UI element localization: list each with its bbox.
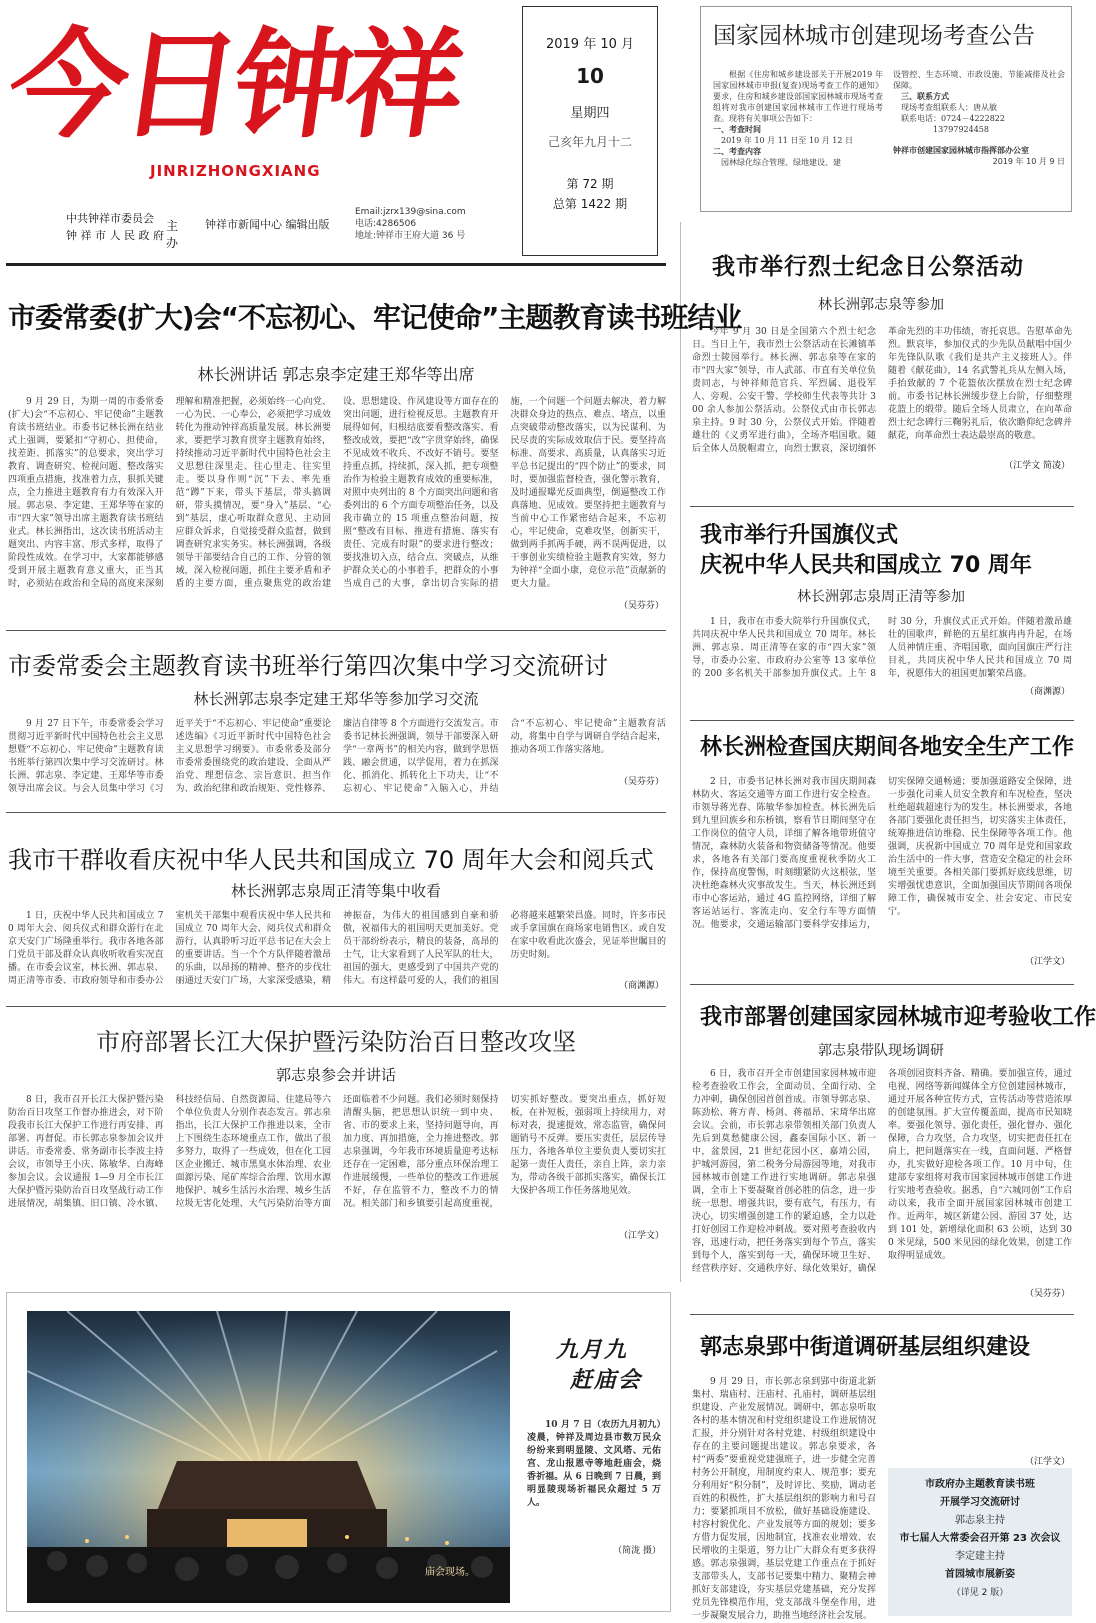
notice-col-left	[713, 69, 883, 207]
notice-tel: 联系电话：0724－4222822	[901, 114, 1005, 123]
zhuban-label: 主办	[166, 219, 179, 250]
a3-credit: （商渊源）	[618, 981, 664, 991]
contact-phone: 电话:4286506	[355, 219, 417, 229]
issue-number: 第 72 期	[566, 177, 614, 191]
photo-credit: （简泷 摄）	[613, 1546, 661, 1556]
date-box	[522, 6, 658, 256]
masthead-pinyin: JINRIZHONGXIANG	[150, 162, 321, 180]
photo-title-line1: 九月九	[555, 1337, 628, 1363]
notice-body-b: 设管控、生态环境、市政设施、节能减排及社会保障。	[893, 70, 1065, 90]
photo-stamp: 庙会现场。	[425, 1567, 475, 1578]
a1-body	[8, 396, 666, 622]
divider-top	[6, 263, 666, 266]
b1-title: 我市举行烈士纪念日公祭活动	[712, 254, 1024, 280]
notice-date: 2019 年 10 月 9 日	[992, 157, 1065, 166]
teaser-line5: 李定建主持	[955, 1551, 1005, 1562]
photo-caption-text: 10 月 7 日（农历九月初九）凌晨，钟祥及周边县市数万民众纷纷来到明显陵、文风塔、元佑宫、龙山报恩寺等地赶庙会，烧香祈福。从 6 日晚到 7 日晨，到明显陵现场祈福民众超过 5 万人。	[527, 1420, 661, 1508]
b2-title-line2: 庆祝中华人民共和国成立 70 周年	[700, 553, 1032, 578]
date-lunar: 己亥年九月十二	[547, 135, 632, 149]
org-party: 中共钟祥市委员会	[66, 212, 154, 225]
notice-box	[700, 6, 1072, 212]
column-divider	[680, 222, 681, 1282]
b2-subtitle: 林长洲郭志泉周正清等参加	[797, 589, 965, 605]
publisher-orgs	[66, 210, 179, 250]
b1-credit: （江学文 简凌）	[1004, 461, 1070, 471]
contact-info	[355, 206, 466, 242]
b4-title: 我市部署创建国家园林城市迎考验收工作	[700, 1005, 1096, 1030]
b1-body-text: 今年 9 月 30 日是全国第六个烈士纪念日。当日上午，我市烈士公祭活动在长滩镇革命烈士陵园举行。林长洲、郭志泉等在家的市“四大家”领导，市人武部、市直有关单位负责同志，与钟祥师范官兵、军烈属、退役军人、旁观、公安干警、学校师生代表等共计 300 余人参加公祭活动。公祭仪式由市长郭志泉主持。9 时 30 分，公祭仪式开始。伴随着雄壮的《义勇军进行曲》，全场齐唱国歌。随后全体人员脱帽肃立，向烈士默哀，深切缅怀革命先烈的丰功伟绩，寄托哀思。告慰革命先烈。默哀毕，参加仪式的少先队员献唱中国少年先锋队队歌《我们是共产主义接班人》。伴随着《献花曲》，14 名武警礼兵从左侧入场，手抬致献的 7 个花篮依次摆放在烈士纪念碑前。市委书记林长洲缓步登上台阶，仔细整理花篮上的缎带。随后全场人员肃立，在向革命烈士纪念碑行三鞠躬礼后，依次瞻仰纪念碑并献花，向革命烈士表达最崇高的敬意。	[692, 327, 1072, 454]
divider-b3	[690, 984, 1074, 985]
publisher-label: 钟祥市新闻中心 编辑出版	[205, 218, 330, 231]
a3-body-text: 1 日，庆祝中华人民共和国成立 70 周年大会、阅兵仪式和群众游行在北京天安门广场隆重举行。我市各地各部门党员干部及群众认真收听收看实况直播。在市委会议室，林长洲、郭志泉、周正清等市委、市政府领导和市委办公室机关干部集中观看庆祝中华人民共和国成立 70 周年大会、阅兵仪式和群众游行，认真聆听习近平总书记在大会上的重要讲话。当一个个方队伴随着激昂的乐曲，以昂扬的精神、整齐的步伐壮丽通过天安门广场，大家深受感染，精神振奋，为伟大的祖国感到自豪和骄傲，祝福伟大的祖国明天更加美好。党员干部纷纷表示，精良的装备，高昂的士气，让大家看到了人民军队的壮大，祖国的强大，更感受到了中国共产党的伟大。有这样最可爱的人，我们的祖国必将越来越繁荣昌盛。同时，许多市民或手拿国旗在商场家电销售区、或自发在家中收看此次盛会，见证举世瞩目的历史时刻。	[8, 911, 666, 986]
notice-title: 国家园林城市创建现场考查公告	[713, 23, 1035, 49]
b3-body-text: 2 日，市委书记林长洲对我市国庆期间森林防火、客运交通等方面工作进行安全检查。市领导蒋光春、陈敏华参加检查。林长洲先后到九里回族乡和东桥镇，察看节日期间坚守在工作岗位的值守人员，详细了解各地带班值守情况，森林防火装备和物资储备等情况。他要求，各地各有关部门要高度重视秋季防火工作，保持高度警惕，时刻绷紧防火这根弦，坚决杜绝森林火灾事故发生。当天，林长洲还到市中心客运站，通过 4G 监控网络，详细了解客运站运行、客流走向、安全行车等方面情况。他要求，交通运输部门要科学安排运力，切实保障交通畅通；要加强道路安全保障，进一步强化司乘人员安全教育和车况检查，坚决杜绝超载超速行为的发生。林长洲要求，各地各部门要强化责任担当，切实落实主体责任，统筹推进信访维稳、民生保障等各项工作。他强调，庆祝新中国成立 70 周年是党和国家政治生活中的一件大事，营造安全稳定的社会环境至关重要。各相关部门要抓好底线思维，切实增强忧患意识，全面加强国庆节期间各项保障工作，确保城市安全、社会安定、市民安宁。	[692, 777, 1072, 930]
date-year-month: 2019 年 10 月	[545, 37, 635, 52]
divider-a1	[6, 630, 666, 631]
contact-email: Email:jzrx139@sina.com	[355, 207, 466, 217]
notice-tel2: 13797924458	[933, 125, 989, 134]
b1-subtitle: 林长洲郭志泉等参加	[818, 297, 944, 313]
temple-fair-image	[27, 1311, 510, 1603]
b5-credit: （江学文）	[1024, 1457, 1070, 1467]
a1-title: 市委常委(扩大)会“不忘初心、牢记使命”主题教育读书班结业	[8, 301, 742, 334]
photo-title	[537, 1335, 647, 1395]
a1-subtitle: 林长洲讲话 郭志泉李定建王郑华等出席	[197, 365, 475, 384]
divider-a2	[6, 812, 666, 813]
b4-body-text: 6 日，我市召开全市创建国家园林城市迎检考查验收工作会，全面动员、全面行动、全力冲刺，确保创园首创首成。市领导郭志泉、陈劲松、蒋方青、杨剑、蒋福昂、宋琦华出席会议。会前，市长郭志泉带领相关部门负责人先后到莫愁健康公园，鑫泰国际小区、新一中，盆景园，21 世纪花园小区，嘉靖公园，护城河游园，第二税务分局游园等地，对我市园林城市创建工作进行实地调研。郭志泉强调，全市上下要凝聚首创必胜的信念，进一步统一思想、增强共识，要有底气，有压力，有决心，切实增强创建工作的紧迫感，全力以赴打好创园工作迎检冲刺战。要对照考查验收内容，迅速行动，把任务落实到每个节点，落实到每个人，落实到每一天，确保环境卫生好、经营秩序好、交通秩序好、绿化效果好，确保各项创园资料齐备、精确。要加强宣传，通过电视、网络等新闻媒体全方位创建园林城市，通过开展各种宣传方式，宣传活动等营造浓厚的创建氛围。扩大宣传覆盖面，提高市民知晓率。要强化领导、强化责任，强化督办、强化保障，合力攻坚，合力攻坚，切实把责任扛在肩上，把问题落实在一线，直面问题、严格督办，扎实做好迎检各项工作。10 月中旬，住建部专家组将对我市国家园林城市创建工作进行实地考查验收。据悉，自“六城同创”工作启动以来，我市全面开展国家园林城市创建工作。近两年，城区新建公园、游园 37 处，达到 101 处，新增绿化面积 63 公顷，达到 300 米见绿，500 米见园的绿化效果，创建工作取得明显成效。	[692, 1069, 1072, 1274]
teaser-line3: 郭志泉主持	[955, 1515, 1005, 1526]
photo-title-line2: 赶庙会	[569, 1367, 642, 1393]
notice-s1: 一、考查时间	[713, 124, 761, 134]
a4-body-text: 8 日，我市召开长江大保护暨污染防治百日攻坚工作督办推进会，对下阶段我市长江大保护工作进行再安排、再部署、再督促。市长郭志泉参加会议并讲话。市委常委、常务副市长李波主持会议，市领导王小庆、陈敏华、白海峰参加会议。会议通报 1—9 月全市长江大保护暨污染防治百日攻坚战行动工作进展情况，胡集镇、旧口镇、冷水镇、科技经信局、自然资源局、住建局等六个单位负责人分别作表态发言。郭志泉指出，长江大保护工作推进以来，全市上下围绕生态环境重点工作，做出了很多努力，取得了一些成效，但在化工园区企业搬迁、城市黑臭水体治理、农业面源污染、尾矿库综合治理、饮用水源地保护、城乡生活污水治理、城乡生活垃圾无害化处理、大气污染防治等方面还面临着不少问题。我们必须时刻保持清醒头脑，把思想认识统一到中央、省、市的要求上来，坚持问题导向，再加力度、再加措施，全力推进整改。郭志泉强调，今年我市环境质量迎考达标还存在一定困难，部分重点环保治理工作进展缓慢，一些单位的整改工作进展不好，存在监管不力，整改不力的情况。相关部门和乡镇要引起高度重视，切实抓好整改。要突出重点，抓好短板，在补短板，强弱项上持续用力，对标对表，提速提效，常态监管，确保问题销号不反弹。要压实责任，层层传导压力，各地各单位主要负责人要切实扛起第一责任人责任，亲自上阵，亲力亲为，带动各级干部抓实落实，确保长江大保护各项工作任务落地见效。	[8, 1095, 666, 1209]
divider-a3	[6, 1006, 666, 1007]
a2-subtitle: 林长洲郭志泉李定建王郑华等参加学习交流	[193, 690, 479, 708]
b3-credit: （江学文）	[1024, 957, 1070, 967]
photo-feature	[6, 1292, 671, 1612]
b4-subtitle: 郭志泉带队现场调研	[818, 1043, 944, 1059]
a4-credit: （江学文）	[618, 1231, 664, 1241]
divider-b2	[690, 720, 1074, 721]
b3-title: 林长洲检查国庆期间各地安全生产工作	[700, 735, 1075, 760]
b4-credit: （吴芬芬）	[1024, 1289, 1070, 1299]
notice-body-a: 根据《住房和城乡建设部关于开展2019 年国家园林城市申报(复查)现场考查工作的通知》要求，住房和城乡建设部国家园林城市现场考查组将对我市创建国家园林城市工作进行现场考查。现将有关事项公告如下：	[713, 70, 883, 123]
notice-col-right	[893, 69, 1065, 207]
a2-credit: （吴芬芬）	[618, 777, 664, 787]
a2-body-text: 9 月 27 日下午，市委常委会学习贯彻习近平新时代中国特色社会主义思想暨“不忘初心、牢记使命”主题教育读书班举行第四次集中学习交流研讨。林长洲、郭志泉、李定建、王郑华等市委领导出席会议。与会人员集中学习《习近平关于“不忘初心、牢记使命”重要论述选编》《习近平新时代中国特色社会主义思想学习纲要》。市委常委及部分市委常委围绕党的政治建设、全面从严治党、理想信念、宗旨意识、担当作为、政治纪律和政治规矩、党性修养、廉洁自律等 8 个方面进行交流发言。市委书记林长洲强调，领导干部要深入研学“一章两书”的相关内容，做到学思悟践、融会贯通，以学促用，着力在抓深化、抓消化、抓转化上下功夫，让“不忘初心、牢记使命”入脑入心，并结合“不忘初心、牢记使命”主题教育活动，将集中自学与调研自学结合起来，推动各项工作落实落地。	[8, 719, 666, 794]
b5-body-left	[692, 1376, 876, 1621]
date-weekday: 星期四	[570, 106, 610, 121]
b4-body	[692, 1068, 1072, 1294]
b5-body-text: 9 月 29 日，市长郭志泉到郢中街道北新集村、瑞庙村、汪庙村、孔庙村，调研基层组织建设、产业发展情况。调研中，郭志泉听取各村的基本情况和村党组织建设工作进展情况汇报，并分别针对各村党建、村级组织建设中存在的主要问题提出建议。郭志泉要求，各村“两委”要重视党建强班子，进一步健全完善村务公开制度，用制度约束人、规范事；要充分利用好“积分制”，及时评比、奖励，调动老百姓的积极性，扩大基层组织的影响力和号召力；要紧抓项目不放松，做好基础设施建设、村容村貌优化、产业发展等方面的规划；要多方借力促发展，因地制宜，找准农业增效、农民增收的主渠道，努力让广大群众有更多获得感。郭志泉强调，基层党建工作重点在于抓好支部带头人，支部书记要集中精力、聚精会神抓好支部建设，夯实基层党建基础，充分发挥党员先锋模范作用，党支部战斗堡垒作用，进一步凝聚发展合力，助推当地经济社会发展。	[692, 1377, 876, 1621]
notice-contact: 现场考查组联系人：唐从敏	[901, 103, 997, 112]
notice-s2-text: 园林绿化综合管理、绿地建设、建	[721, 158, 841, 167]
notice-s1-text: 2019 年 10 月 11 日至 10 月 12 日	[721, 136, 853, 145]
a2-body	[8, 718, 666, 808]
b3-body	[692, 776, 1072, 962]
b5-title: 郭志泉郢中街道调研基层组织建设	[700, 1335, 1031, 1360]
notice-s2: 二、考查内容	[713, 146, 761, 156]
contact-address: 地址:钟祥市王府大道 36 号	[355, 231, 466, 241]
org-government: 钟 祥 市 人 民 政 府	[66, 229, 164, 242]
a4-body	[8, 1094, 666, 1280]
b2-title-line1: 我市举行升国旗仪式	[700, 523, 899, 548]
masthead-title: 今日钟祥	[0, 15, 468, 154]
b2-credit: （商渊源）	[1024, 687, 1070, 697]
a3-title: 我市干群收看庆祝中华人民共和国成立 70 周年大会和阅兵式	[8, 846, 654, 874]
a4-subtitle: 郭志泉参会并讲话	[275, 1066, 396, 1084]
date-day: 10	[576, 64, 604, 88]
teaser-line2: 开展学习交流研讨	[940, 1497, 1020, 1508]
divider-b1	[690, 506, 1074, 507]
b1-body	[692, 326, 1072, 466]
temple-fair-photo	[27, 1311, 510, 1603]
a4-title: 市府部署长江大保护暨污染防治百日整改攻坚	[96, 1028, 576, 1056]
teaser-line1: 市政府办主题教育读书班	[925, 1479, 1035, 1490]
divider-b4	[690, 1314, 1074, 1315]
b2-body-text: 1 日，我市在市委大院举行升国旗仪式，共同庆祝中华人民共和国成立 70 周年。林长洲、郭志泉、周正清等在家的市“四大家”领导，市委办公室、市政府办公室等 13 家单位的 200 多名机关干部参加升旗仪式。上午 8 时 30 分，升旗仪式正式开始。伴随着激昂雄壮的国歌声，鲜艳的五星红旗冉冉升起，在场人员神情庄重、齐唱国歌，面向国旗庄严行注目礼，共同庆祝中华人民共和国成立 70 周年，祝愿伟大的祖国更加繁荣昌盛。	[692, 617, 1072, 679]
a1-body-text: 9 月 29 日，为期一周的市委常委(扩大)会“不忘初心、牢记使命”主题教育读书班结业。市委书记林长洲在结业式上强调，要紧扣“守初心、担使命，找差距、抓落实”的总要求，突出学习教育、调查研究、检视问题、整改落实四项重点措施，找准着力点，狠抓关键点，全力推进主题教育有力有效深入开展。郭志泉、李定建、王郑华等在家的市“四大家”领导出席主题教育读书班结业式。林长洲指出，这次读书班活动主题突出、内容丰富、形式多样，取得了阶段性成效。在学习中，大家都能够感受到开展主题教育意义重大，正当其时，必须站在政治和全局的高度来深刻理解和精准把握，必须始终一心向党、一心为民、一心奉公，必须把学习成效转化为推动钟祥高质量发展。林长洲要求，要把学习教育贯穿主题教育始终，持续推动习近平新时代中国特色社会主义思想往深里走、往心里走、往实里走。要以身作则“沉”下去、率先垂范“蹲”下来，带头下基层，带头搞调研，带头摸情况，要“身入”基层、“心到”基层，虚心听取群众意见、主动回应群众诉求，自觉接受群众监督，做到调查研究求实务实。林长洲强调，各级领导干部要结合自己的工作、分管的领域，深入检视问题，抓住主要矛盾和矛盾的主要方面，重点聚焦党的政治建设、思想建设、作风建设等方面存在的突出问题，进行检视反思。主题教育开展得如何，归根结底要看整改落实、看整改成效，要把“改”字贯穿始终，确保不见成效不收兵、不改好不销号。要坚持重点抓，持续抓，深入抓，把专项整治作为检验主题教育成效的重要标准，对照中央列出的 8 个方面突出问题和省委列出的 6 个方面专项整治任务，以及我市确立的 15 项重点整治问题，按照“整改有目标、推进有措施、落实有责任、完成有时限”的要求进行整改；要找准切入点，结合点、突破点，从维护群众关心的小事着手，把群众的小事当成自己的大事，拿出切合实际的措施，一个问题一个问题去解决，着力解决群众身边的热点、难点、堵点，以重点突破带动整改落实，以为民谋利、为民尽责的实际成效取信于民。要坚持高标准、高要求、高质量，认真落实习近平总书记提出的“四个防止”的要求，同时，要加强监督检查，强化警示教育，及时通报曝光反面典型，倒逼整改工作真落地、见成效。要坚持把主题教育与当前中心工作紧密结合起来，不忘初心，牢记使命，克难攻坚，创新实干，做到两手抓两手硬，两不误两促进，以干事创业实绩检验主题教育实效，努力为钟祥“全面小康，竞位示范”贡献新的更大力量。	[8, 397, 666, 589]
a3-subtitle: 林长洲郭志泉周正清等集中收看	[230, 882, 441, 900]
teaser-line7: （详见 2 版）	[951, 1588, 1009, 1598]
notice-signer: 钟祥市创建国家园林城市指挥部办公室	[893, 146, 1029, 155]
notice-s3: 三、联系方式	[901, 91, 949, 101]
inside-page-teaser[interactable]	[888, 1468, 1072, 1616]
a1-credit: （吴芬芬）	[618, 601, 664, 611]
teaser-line4: 市七届人大常委会召开第 23 次会议	[899, 1533, 1061, 1544]
a2-title: 市委常委会主题教育读书班举行第四次集中学习交流研讨	[8, 652, 608, 680]
issue-total: 总第 1422 期	[552, 197, 628, 211]
teaser-line6: 首园城市展新姿	[945, 1569, 1015, 1580]
photo-caption	[527, 1419, 661, 1549]
